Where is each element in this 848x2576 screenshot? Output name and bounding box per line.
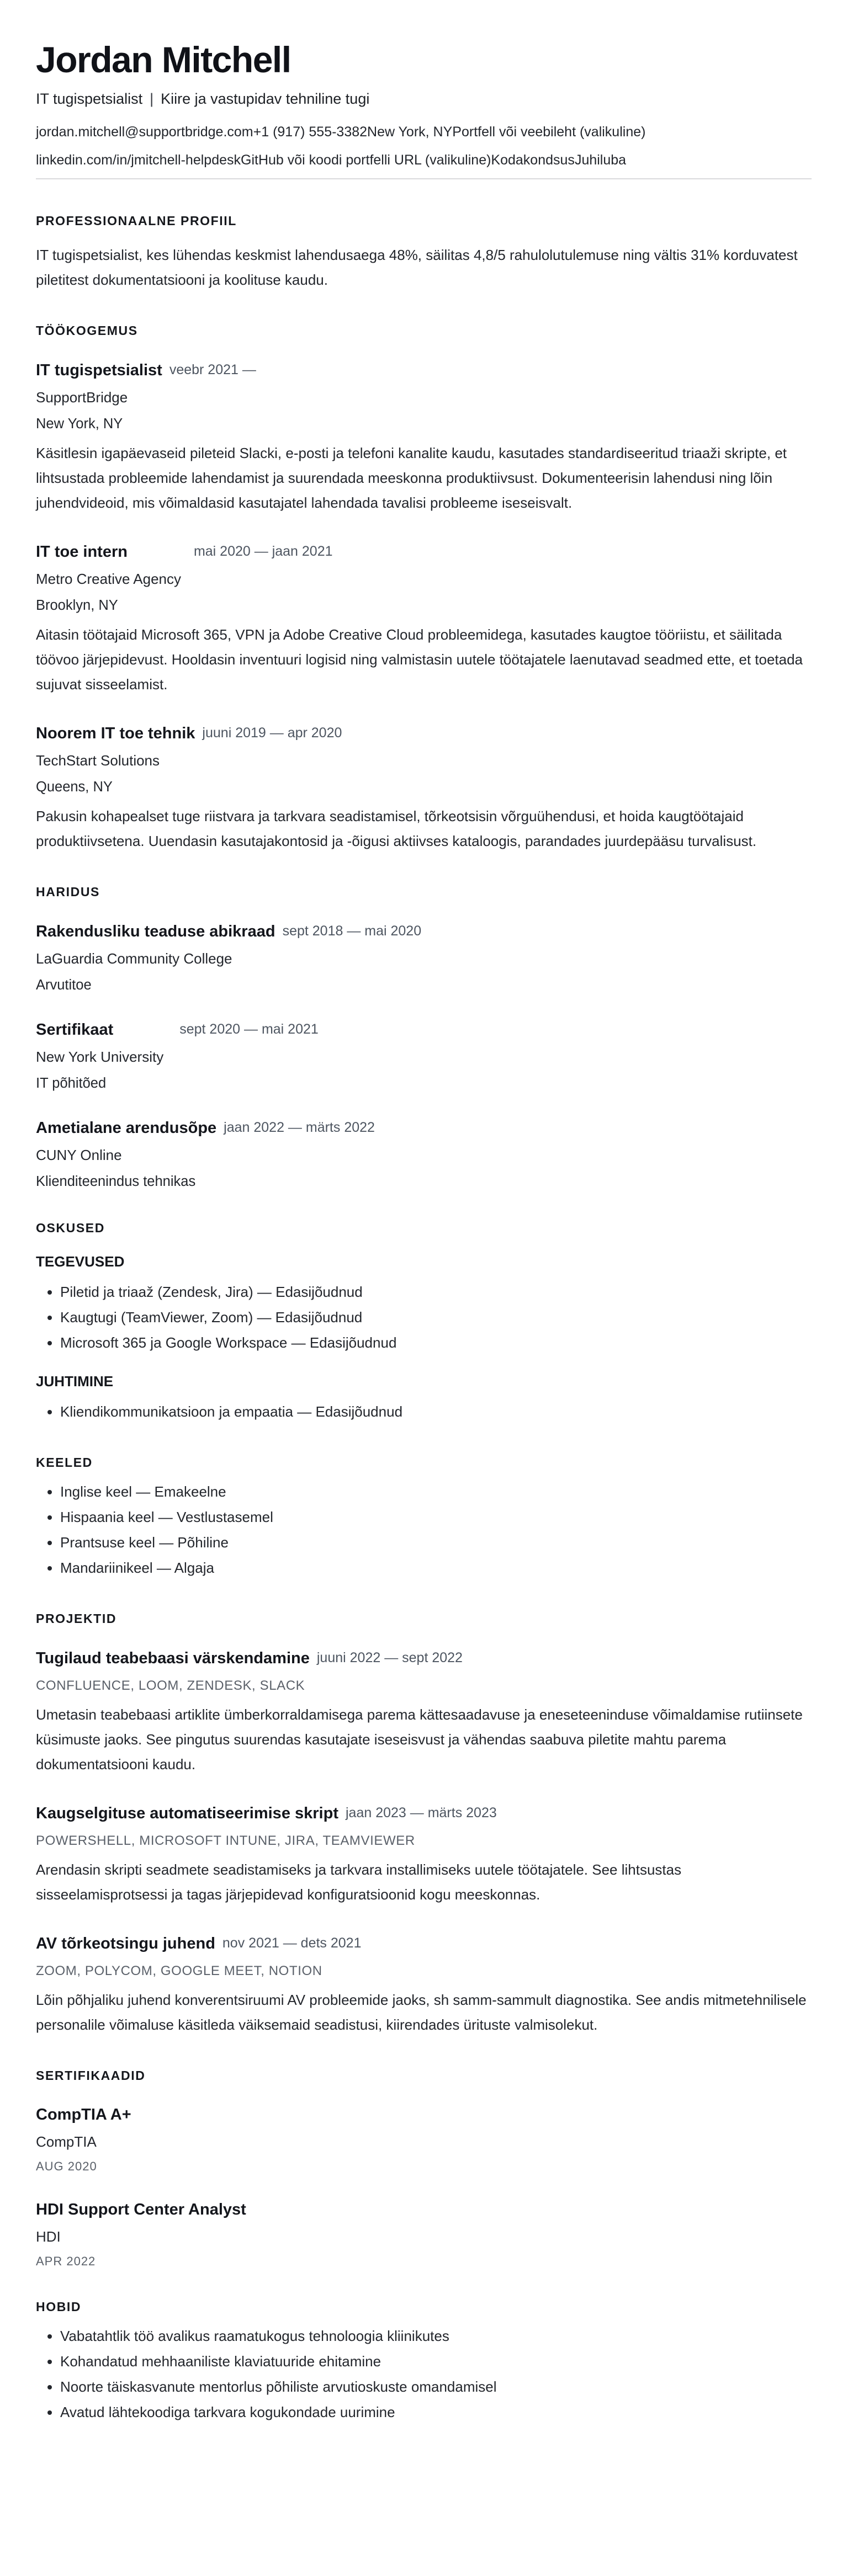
- project-title: AV tõrkeotsingu juhend: [36, 1934, 215, 1952]
- hobby-item: • Kohandatud mehhaaniliste klaviatuuride ehitamine: [60, 2349, 812, 2374]
- section-heading-languages: KEELED: [36, 1455, 93, 1470]
- entry-title: Sertifikaat: [36, 1020, 114, 1039]
- skill-list: [36, 1279, 812, 1355]
- experience-entry: [36, 360, 812, 515]
- certification-date: APR 2022: [36, 2254, 96, 2268]
- school-name: New York University: [36, 1048, 164, 1065]
- project-description: Arendasin skripti seadmete seadistamiseks ja tarkvara installimiseks uutele töötajatele. See lihtsustas sisseelamisprotsessi ja tagas järjepidevad konfiguratsioonid kogu meeskonnas.: [36, 1861, 682, 1903]
- project-tools: POWERSHELL, MICROSOFT INTUNE, JIRA, TEAMVIEWER: [36, 1833, 415, 1848]
- entry-dates: sept 2018 — mai 2020: [282, 923, 422, 939]
- language-item: • Mandariinikeel — Algaja: [60, 1555, 812, 1580]
- project-dates: nov 2021 — dets 2021: [222, 1935, 362, 1951]
- project-title: Kaugselgituse automatiseerimise skript: [36, 1804, 338, 1822]
- hobby-item: • Noorte täiskasvanute mentorlus põhiliste arvutioskuste omandamisel: [60, 2374, 812, 2399]
- experience-entry: [36, 723, 812, 854]
- contact-item: linkedin.com/in/jmitchell-helpdesk: [36, 152, 241, 168]
- resume-sections: [36, 214, 812, 2425]
- company-name: SupportBridge: [36, 388, 128, 406]
- entry-description: Käsitlesin igapäevaseid pileteid Slacki, e-posti ja telefoni kanalite kaudu, kasutades standardiseeritud triaaži skripte, et lihtsustada probleemide lahendamist ja suurendada meeskonna produktiivsust. Dokumenteerisin lahendusi ning lõin juhendvideoid, mis võimaldasid kasutajatel lahendada tavalisi probleeme iseseisvalt.: [36, 444, 787, 511]
- language-item: • Prantsuse keel — Põhiline: [60, 1530, 812, 1555]
- education-entry: [36, 922, 812, 993]
- hobby-item: • Avatud lähtekoodiga tarkvara kogukondade uurimine: [60, 2399, 812, 2425]
- entry-header: [36, 922, 812, 944]
- company-name: Metro Creative Agency: [36, 570, 182, 587]
- contact-item: jordan.mitchell@supportbridge.com: [36, 124, 253, 140]
- entry-title: Rakendusliku teaduse abikraad: [36, 922, 275, 940]
- entry-header: [36, 1934, 812, 1956]
- field-of-study: IT põhitõed: [36, 1075, 107, 1091]
- entry-title: Noorem IT toe tehnik: [36, 724, 195, 742]
- certification-date: AUG 2020: [36, 2159, 97, 2173]
- entry-dates: veebr 2021 —: [169, 361, 256, 377]
- entry-header: [36, 723, 812, 746]
- section-skills: [36, 1221, 812, 1424]
- project-entry: [36, 1648, 812, 1777]
- section-heading-certifications: SERTIFIKAADID: [36, 2068, 146, 2083]
- entry-description: Aitasin töötajaid Microsoft 365, VPN ja Adobe Creative Cloud probleemidega, kasutades kaugtoe tööriistu, et säilitada töövoo järjepidevust. Hooldasin inventuuri logisid ning valmistasin uutele töötajatele laenutavad seadmed ette, et toetada sujuvat sisseelamist.: [36, 626, 803, 693]
- entry-header: [36, 360, 812, 382]
- location: Brooklyn, NY: [36, 597, 118, 613]
- certification-issuer: CompTIA: [36, 2133, 97, 2150]
- skill-list: [36, 1399, 812, 1424]
- entry-header: [36, 2200, 812, 2222]
- certification-title: HDI Support Center Analyst: [36, 2200, 246, 2218]
- languages-list: [36, 1479, 812, 1580]
- entry-dates: sept 2020 — mai 2021: [179, 1021, 319, 1037]
- entry-header: [36, 2105, 812, 2127]
- profile-summary: IT tugispetsialist, kes lühendas keskmist lahendusaega 48%, säilitas 4,8/5 rahulolutulemuse ning vältis 31% korduvatest piletitest dokumentatsiooni ja koolituse kaudu.: [36, 246, 798, 288]
- section-hobbies: [36, 2300, 812, 2425]
- project-dates: juuni 2022 — sept 2022: [316, 1649, 463, 1665]
- section-projects: [36, 1611, 812, 2037]
- project-description: Umetasin teabebaasi artiklite ümberkorraldamisega parema kättesaadavuse ja eneseteeninduse võimaldamise rutiinsete küsimuste jaoks. See pingutus suurendas kasutajate iseseisvust ja vähendas saabuva piletite mahtu parema dokumentatsiooni kaudu.: [36, 1706, 803, 1773]
- entry-header: [36, 542, 812, 564]
- section-heading-projects: PROJEKTID: [36, 1611, 117, 1626]
- certification-entry: [36, 2105, 812, 2174]
- education-entry: [36, 1020, 812, 1092]
- certification-title: CompTIA A+: [36, 2105, 131, 2123]
- project-description: Lõin põhjaliku juhend konverentsiruumi AV probleemide jaoks, sh samm-sammult diagnostika. See andis mitmetehnilisele personalile võimaluse käsitleda väiksemaid seadistusi, kiirendades ürituste valmisolekut.: [36, 1991, 807, 2033]
- tagline: [36, 91, 812, 108]
- contact-line-2: [36, 152, 812, 168]
- field-of-study: Klienditeenindus tehnikas: [36, 1173, 196, 1189]
- entry-header: [36, 1118, 812, 1140]
- tagline-separator: |: [150, 90, 154, 107]
- entry-description: Pakusin kohapealset tuge riistvara ja tarkvara seadistamisel, tõrkeotsisin võrguühendusi, et hoida kaugtöötajaid produktiivsetena. Uuendasin kasutajakontosid ja -õigusi aktiivses kataloogis, parandades juurdepääsu turvalisust.: [36, 807, 757, 849]
- section-profile: [36, 214, 812, 292]
- project-entry: [36, 1803, 812, 1907]
- skill-item: • Kliendikommunikatsioon ja empaatia — Edasijõudnud: [60, 1399, 812, 1424]
- hobbies-list: [36, 2323, 812, 2425]
- person-name: Jordan Mitchell: [36, 39, 291, 80]
- section-heading-hobbies: HOBID: [36, 2299, 82, 2314]
- section-heading-skills: OSKUSED: [36, 1220, 105, 1235]
- company-name: TechStart Solutions: [36, 752, 160, 769]
- experience-entry: [36, 542, 812, 697]
- entry-dates: jaan 2022 — märts 2022: [224, 1119, 375, 1135]
- contact-item: Kodakondsus: [491, 152, 575, 168]
- entry-header: [36, 1648, 812, 1670]
- contact-item: Juhiluba: [574, 152, 627, 168]
- hobby-item: • Vabatahtlik töö avalikus raamatukogus tehnoloogia kliinikutes: [60, 2323, 812, 2349]
- entry-title: Ametialane arendusõpe: [36, 1119, 217, 1137]
- section-languages: [36, 1455, 812, 1580]
- section-heading-profile: PROFESSIONAALNE PROFIIL: [36, 213, 237, 228]
- entry-dates: juuni 2019 — apr 2020: [202, 725, 342, 741]
- location: New York, NY: [36, 416, 123, 432]
- project-title: Tugilaud teabebaasi värskendamine: [36, 1649, 310, 1667]
- skill-item: • Kaugtugi (TeamViewer, Zoom) — Edasijõudnud: [60, 1305, 812, 1330]
- location: Queens, NY: [36, 779, 113, 795]
- entry-header: [36, 1803, 812, 1825]
- school-name: CUNY Online: [36, 1146, 122, 1163]
- project-tools: ZOOM, POLYCOM, GOOGLE MEET, NOTION: [36, 1963, 322, 1978]
- certification-issuer: HDI: [36, 2228, 61, 2245]
- contact-item: GitHub või koodi portfelli URL (valikuline): [241, 152, 491, 168]
- entry-title: IT tugispetsialist: [36, 361, 162, 379]
- project-tools: CONFLUENCE, LOOM, ZENDESK, SLACK: [36, 1678, 305, 1693]
- entry-header: [36, 1020, 812, 1042]
- school-name: LaGuardia Community College: [36, 950, 232, 967]
- certification-entry: [36, 2200, 812, 2269]
- resume-header: [36, 40, 812, 179]
- education-entry: [36, 1118, 812, 1190]
- tagline-role: IT tugispetsialist: [36, 90, 143, 107]
- section-education: [36, 885, 812, 1190]
- section-experience: [36, 323, 812, 854]
- language-item: • Hispaania keel — Vestlustasemel: [60, 1504, 812, 1530]
- project-entry: [36, 1934, 812, 2037]
- project-dates: jaan 2023 — märts 2023: [345, 1805, 497, 1821]
- section-heading-experience: TÖÖKOGEMUS: [36, 323, 138, 338]
- entry-title: IT toe intern: [36, 542, 128, 561]
- skill-group-label: JUHTIMINE: [36, 1372, 114, 1390]
- field-of-study: Arvutitoe: [36, 977, 92, 993]
- skill-group-label: TEGEVUSED: [36, 1253, 125, 1270]
- section-certifications: [36, 2068, 812, 2269]
- language-item: • Inglise keel — Emakeelne: [60, 1479, 812, 1504]
- contact-item: +1 (917) 555-3382: [253, 124, 368, 140]
- contact-line-1: [36, 124, 812, 140]
- contact-item: New York, NY: [367, 124, 453, 140]
- entry-dates: mai 2020 — jaan 2021: [193, 543, 333, 559]
- contact-item: Portfell või veebileht (valikuline): [452, 124, 646, 140]
- header-divider: [36, 178, 812, 179]
- skill-item: • Microsoft 365 ja Google Workspace — Edasijõudnud: [60, 1330, 812, 1355]
- tagline-description: Kiire ja vastupidav tehniline tugi: [161, 90, 370, 107]
- skill-item: • Piletid ja triaaž (Zendesk, Jira) — Edasijõudnud: [60, 1279, 812, 1305]
- section-heading-education: HARIDUS: [36, 884, 100, 899]
